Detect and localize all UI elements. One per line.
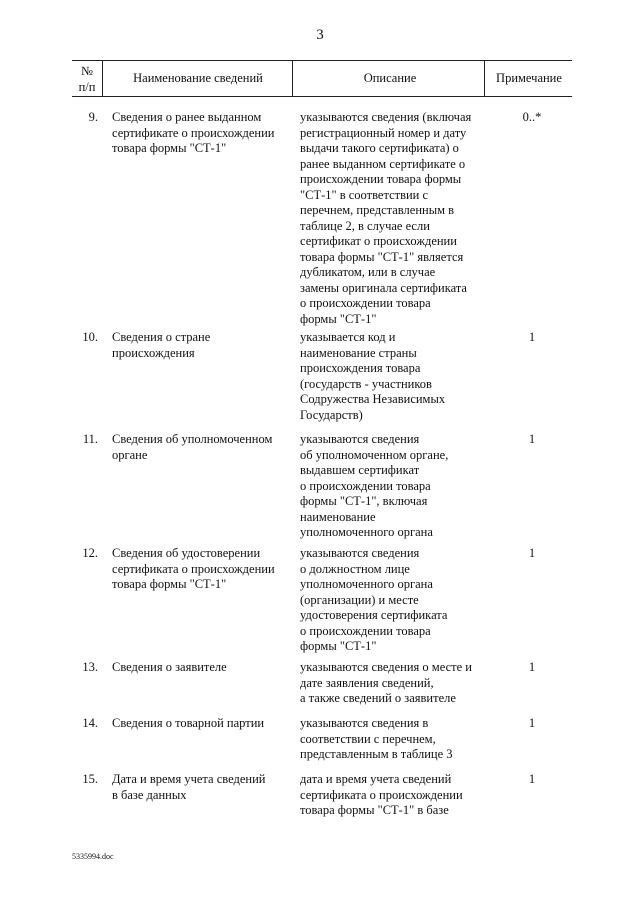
header-divider: [484, 60, 485, 96]
row-name: Дата и время учета сведений в базе данных: [112, 772, 266, 802]
row-name: Сведения об уполномоченном органе: [112, 432, 273, 462]
header-bottom-rule: [72, 96, 572, 97]
row-note: 0..*: [522, 110, 542, 124]
header-divider: [292, 60, 293, 96]
row-number: 15.: [82, 772, 98, 786]
row-description: указываются сведения (включая регистрационный номер и дату выдачи такого сертификата) о ранее выданном сертификате о происхождении товара формы "СТ-1" в соответствии с перечнем, представленным в таблице 2, в случае если сертификат о происхождении товара формы "СТ-1" является дубликатом, или в случае замены оригинала сертификата о происхождении товара формы "СТ-1": [300, 110, 472, 326]
row-description: указываются сведения о должностном лице уполномоченного органа (организации) и месте удостоверения сертификата о происхождении товара формы "СТ-1": [300, 546, 448, 653]
row-name: Сведения о заявителе: [112, 660, 227, 674]
row-name: Сведения о стране происхождения: [112, 330, 211, 360]
row-name: Сведения о товарной партии: [112, 716, 265, 730]
row-description: указываются сведения о месте и дате заявления сведений, а также сведений о заявителе: [300, 660, 472, 705]
row-description: указываются сведения в соответствии с перечнем, представленным в таблице 3: [300, 716, 453, 761]
row-number: 12.: [82, 546, 98, 560]
header-number: № п/п: [78, 64, 96, 94]
header-divider: [102, 60, 103, 96]
header-name: Наименование сведений: [133, 71, 263, 85]
row-name: Сведения об удостоверении сертификата о происхождении товара формы "СТ-1": [112, 546, 275, 591]
header-top-rule: [72, 60, 572, 61]
row-note: 1: [528, 330, 536, 344]
row-description: указывается код и наименование страны происхождения товара (государств - участников Содружества Независимых Государств): [300, 330, 446, 422]
row-number: 13.: [82, 660, 98, 674]
row-number: 10.: [82, 330, 98, 344]
row-note: 1: [528, 546, 536, 560]
row-number: 9.: [88, 110, 98, 124]
page-number: 3: [316, 27, 324, 43]
row-name: Сведения о ранее выданном сертификате о происхождении товара формы "СТ-1": [112, 110, 275, 155]
row-note: 1: [528, 772, 536, 786]
row-number: 14.: [82, 716, 98, 730]
document-footer: 5335994.doc: [72, 852, 114, 861]
header-note: Примечание: [496, 71, 562, 85]
row-note: 1: [528, 432, 536, 446]
row-note: 1: [528, 660, 536, 674]
row-description: дата и время учета сведений сертификата о происхождении товара формы "СТ-1" в базе: [300, 772, 463, 817]
row-number: 11.: [82, 432, 98, 446]
header-description: Описание: [363, 71, 417, 85]
row-note: 1: [528, 716, 536, 730]
row-description: указываются сведения об уполномоченном органе, выдавшем сертификат о происхождении товара формы "СТ-1", включая наименование уполномоченного органа: [300, 432, 449, 539]
